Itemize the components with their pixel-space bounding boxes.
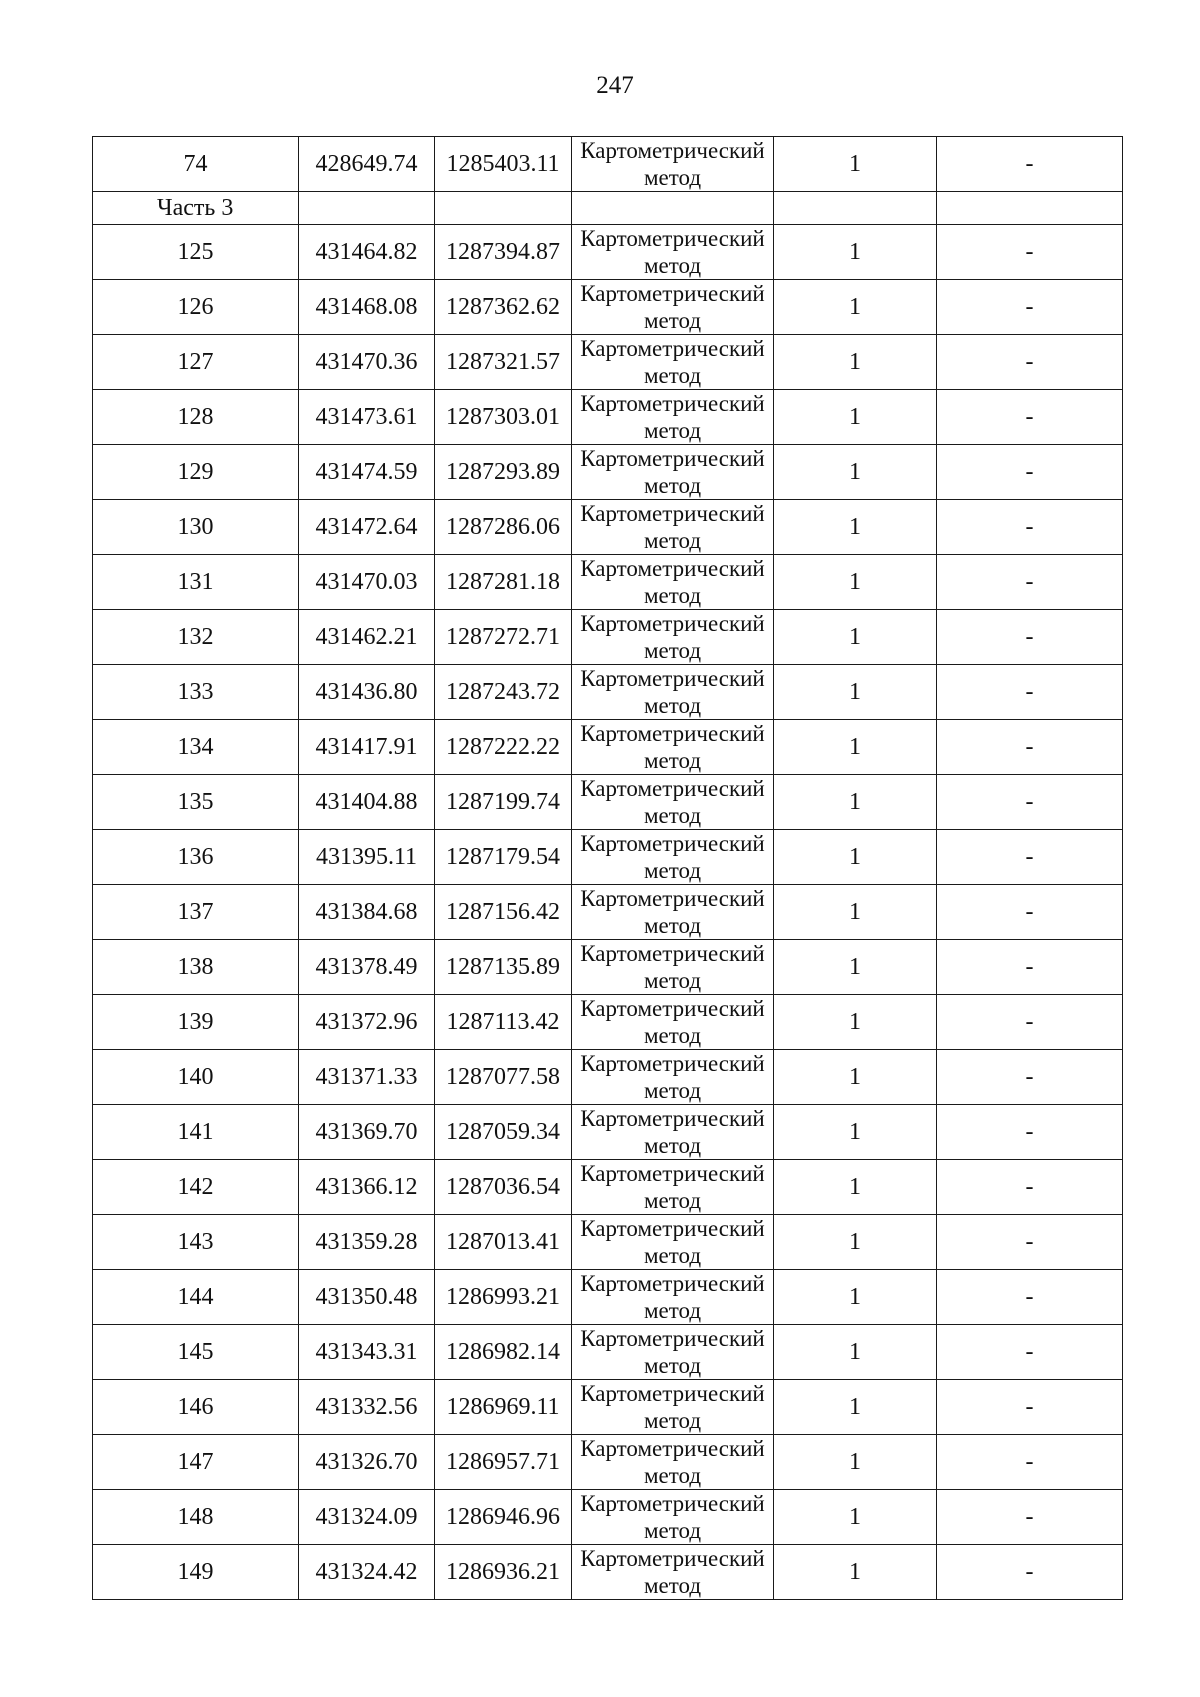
- point-number-cell: 143: [93, 1215, 299, 1270]
- method-line: метод: [643, 1463, 702, 1488]
- method-cell: [572, 445, 774, 500]
- method-line: метод: [643, 858, 702, 883]
- point-number-cell: 74: [93, 137, 299, 192]
- table-row: [93, 1490, 1123, 1545]
- table-row: [93, 885, 1123, 940]
- accuracy-cell: 1: [774, 1490, 937, 1545]
- y-coordinate-cell: 1286969.11: [435, 1380, 572, 1435]
- method-line: метод: [643, 968, 702, 993]
- y-coordinate-cell: 1287036.54: [435, 1160, 572, 1215]
- method-line: Картометрический: [580, 1546, 765, 1571]
- x-coordinate-cell: 431350.48: [299, 1270, 435, 1325]
- method-line: Картометрический: [580, 886, 765, 911]
- accuracy-cell: 1: [774, 1160, 937, 1215]
- x-coordinate-cell: 431473.61: [299, 390, 435, 445]
- point-number-cell: 128: [93, 390, 299, 445]
- y-coordinate-cell: 1287272.71: [435, 610, 572, 665]
- description-cell: -: [937, 1490, 1123, 1545]
- y-coordinate-cell: 1287303.01: [435, 390, 572, 445]
- accuracy-cell: 1: [774, 445, 937, 500]
- y-coordinate-cell: 1287013.41: [435, 1215, 572, 1270]
- point-number-cell: 146: [93, 1380, 299, 1435]
- method-line: метод: [643, 1078, 702, 1103]
- table-row: [93, 1105, 1123, 1160]
- section-label: Часть 3: [93, 192, 299, 225]
- method-cell: [572, 1050, 774, 1105]
- point-number-cell: 135: [93, 775, 299, 830]
- point-number-cell: 136: [93, 830, 299, 885]
- table-row: [93, 995, 1123, 1050]
- table-row: [93, 1270, 1123, 1325]
- method-cell: [572, 1545, 774, 1600]
- y-coordinate-cell: 1287243.72: [435, 665, 572, 720]
- method-line: Картометрический: [580, 391, 765, 416]
- method-line: Картометрический: [580, 1271, 765, 1296]
- accuracy-cell: 1: [774, 1050, 937, 1105]
- table-row: [93, 1325, 1123, 1380]
- table-row: [93, 1435, 1123, 1490]
- method-line: метод: [643, 253, 702, 278]
- accuracy-cell: 1: [774, 1325, 937, 1380]
- table-body: [93, 137, 1123, 1600]
- method-line: метод: [643, 638, 702, 663]
- x-coordinate-cell: 431470.03: [299, 555, 435, 610]
- accuracy-cell: 1: [774, 1380, 937, 1435]
- description-cell: -: [937, 1270, 1123, 1325]
- x-coordinate-cell: 431436.80: [299, 665, 435, 720]
- description-cell: -: [937, 775, 1123, 830]
- accuracy-cell: 1: [774, 137, 937, 192]
- table-row: [93, 775, 1123, 830]
- accuracy-cell: 1: [774, 885, 937, 940]
- y-coordinate-cell: 1287059.34: [435, 1105, 572, 1160]
- x-coordinate-cell: 431404.88: [299, 775, 435, 830]
- x-coordinate-cell: 431359.28: [299, 1215, 435, 1270]
- description-cell: -: [937, 1050, 1123, 1105]
- x-coordinate-cell: 428649.74: [299, 137, 435, 192]
- point-number-cell: 138: [93, 940, 299, 995]
- accuracy-cell: 1: [774, 500, 937, 555]
- method-line: метод: [643, 473, 702, 498]
- y-coordinate-cell: 1287222.22: [435, 720, 572, 775]
- point-number-cell: 130: [93, 500, 299, 555]
- method-line: Картометрический: [580, 1161, 765, 1186]
- point-number-cell: 142: [93, 1160, 299, 1215]
- method-line: Картометрический: [580, 446, 765, 471]
- method-line: Картометрический: [580, 611, 765, 636]
- point-number-cell: 126: [93, 280, 299, 335]
- x-coordinate-cell: 431366.12: [299, 1160, 435, 1215]
- method-cell: [572, 1160, 774, 1215]
- description-cell: -: [937, 390, 1123, 445]
- x-coordinate-cell: 431369.70: [299, 1105, 435, 1160]
- point-number-cell: 144: [93, 1270, 299, 1325]
- accuracy-cell: 1: [774, 390, 937, 445]
- accuracy-cell: 1: [774, 610, 937, 665]
- method-cell: [572, 500, 774, 555]
- table-row: [93, 1160, 1123, 1215]
- method-line: метод: [643, 803, 702, 828]
- table-row: [93, 830, 1123, 885]
- x-coordinate-cell: 431324.09: [299, 1490, 435, 1545]
- method-cell: [572, 995, 774, 1050]
- y-coordinate-cell: 1286957.71: [435, 1435, 572, 1490]
- accuracy-cell: 1: [774, 1215, 937, 1270]
- accuracy-cell: 1: [774, 1270, 937, 1325]
- description-cell: -: [937, 885, 1123, 940]
- point-number-cell: 137: [93, 885, 299, 940]
- page-number: 247: [596, 72, 634, 99]
- method-cell: [572, 775, 774, 830]
- method-cell: [572, 665, 774, 720]
- x-coordinate-cell: 431472.64: [299, 500, 435, 555]
- method-line: метод: [643, 1518, 702, 1543]
- accuracy-cell: 1: [774, 720, 937, 775]
- method-cell: [572, 1490, 774, 1545]
- table-row: [93, 940, 1123, 995]
- table-row: [93, 500, 1123, 555]
- accuracy-cell: 1: [774, 555, 937, 610]
- description-cell: -: [937, 610, 1123, 665]
- method-line: Картометрический: [580, 1216, 765, 1241]
- description-cell: -: [937, 830, 1123, 885]
- accuracy-cell: 1: [774, 225, 937, 280]
- table-row: [93, 390, 1123, 445]
- description-cell: -: [937, 1105, 1123, 1160]
- x-coordinate-cell: 431464.82: [299, 225, 435, 280]
- method-line: Картометрический: [580, 138, 765, 163]
- method-cell: [572, 610, 774, 665]
- description-cell: -: [937, 500, 1123, 555]
- description-cell: -: [937, 555, 1123, 610]
- y-coordinate-cell: 1287135.89: [435, 940, 572, 995]
- empty-cell: [937, 192, 1123, 225]
- method-cell: [572, 1270, 774, 1325]
- point-number-cell: 139: [93, 995, 299, 1050]
- x-coordinate-cell: 431324.42: [299, 1545, 435, 1600]
- y-coordinate-cell: 1287199.74: [435, 775, 572, 830]
- method-line: метод: [643, 363, 702, 388]
- y-coordinate-cell: 1287281.18: [435, 555, 572, 610]
- description-cell: -: [937, 720, 1123, 775]
- accuracy-cell: 1: [774, 1435, 937, 1490]
- table-row: [93, 335, 1123, 390]
- method-line: Картометрический: [580, 1491, 765, 1516]
- point-number-cell: 132: [93, 610, 299, 665]
- method-cell: [572, 137, 774, 192]
- method-cell: [572, 225, 774, 280]
- method-line: метод: [643, 1133, 702, 1158]
- method-line: Картометрический: [580, 556, 765, 581]
- description-cell: -: [937, 940, 1123, 995]
- table-row: [93, 1050, 1123, 1105]
- point-number-cell: 141: [93, 1105, 299, 1160]
- y-coordinate-cell: 1287286.06: [435, 500, 572, 555]
- description-cell: -: [937, 335, 1123, 390]
- method-cell: [572, 940, 774, 995]
- x-coordinate-cell: 431326.70: [299, 1435, 435, 1490]
- method-line: Картометрический: [580, 831, 765, 856]
- table-row: [93, 1215, 1123, 1270]
- x-coordinate-cell: 431468.08: [299, 280, 435, 335]
- x-coordinate-cell: 431371.33: [299, 1050, 435, 1105]
- method-line: метод: [643, 748, 702, 773]
- method-line: метод: [643, 1243, 702, 1268]
- description-cell: -: [937, 137, 1123, 192]
- y-coordinate-cell: 1287293.89: [435, 445, 572, 500]
- point-number-cell: 149: [93, 1545, 299, 1600]
- method-line: Картометрический: [580, 1051, 765, 1076]
- method-line: Картометрический: [580, 941, 765, 966]
- method-line: Картометрический: [580, 996, 765, 1021]
- point-number-cell: 148: [93, 1490, 299, 1545]
- description-cell: -: [937, 280, 1123, 335]
- point-number-cell: 129: [93, 445, 299, 500]
- method-line: Картометрический: [580, 501, 765, 526]
- method-cell: [572, 1435, 774, 1490]
- table-row: [93, 720, 1123, 775]
- y-coordinate-cell: 1287179.54: [435, 830, 572, 885]
- table-row: [93, 610, 1123, 665]
- method-cell: [572, 1215, 774, 1270]
- method-line: метод: [643, 913, 702, 938]
- method-cell: [572, 1105, 774, 1160]
- y-coordinate-cell: 1287156.42: [435, 885, 572, 940]
- x-coordinate-cell: 431384.68: [299, 885, 435, 940]
- method-line: метод: [643, 165, 702, 190]
- method-line: Картометрический: [580, 281, 765, 306]
- description-cell: -: [937, 995, 1123, 1050]
- section-row: [93, 192, 1123, 225]
- method-line: Картометрический: [580, 776, 765, 801]
- method-line: метод: [643, 308, 702, 333]
- method-line: метод: [643, 1023, 702, 1048]
- point-number-cell: 147: [93, 1435, 299, 1490]
- method-cell: [572, 555, 774, 610]
- y-coordinate-cell: 1286936.21: [435, 1545, 572, 1600]
- description-cell: -: [937, 1545, 1123, 1600]
- empty-cell: [299, 192, 435, 225]
- y-coordinate-cell: 1287362.62: [435, 280, 572, 335]
- accuracy-cell: 1: [774, 940, 937, 995]
- y-coordinate-cell: 1287077.58: [435, 1050, 572, 1105]
- table-row: [93, 1545, 1123, 1600]
- method-cell: [572, 885, 774, 940]
- table-row: [93, 555, 1123, 610]
- description-cell: -: [937, 1435, 1123, 1490]
- method-line: метод: [643, 1188, 702, 1213]
- description-cell: -: [937, 1215, 1123, 1270]
- method-line: Картометрический: [580, 336, 765, 361]
- empty-cell: [435, 192, 572, 225]
- accuracy-cell: 1: [774, 1105, 937, 1160]
- description-cell: -: [937, 445, 1123, 500]
- method-line: метод: [643, 583, 702, 608]
- point-number-cell: 145: [93, 1325, 299, 1380]
- table-row: [93, 225, 1123, 280]
- method-line: метод: [643, 1408, 702, 1433]
- accuracy-cell: 1: [774, 995, 937, 1050]
- method-line: метод: [643, 418, 702, 443]
- accuracy-cell: 1: [774, 280, 937, 335]
- x-coordinate-cell: 431332.56: [299, 1380, 435, 1435]
- accuracy-cell: 1: [774, 335, 937, 390]
- point-number-cell: 125: [93, 225, 299, 280]
- table-row: [93, 665, 1123, 720]
- method-cell: [572, 390, 774, 445]
- y-coordinate-cell: 1287113.42: [435, 995, 572, 1050]
- y-coordinate-cell: 1286946.96: [435, 1490, 572, 1545]
- point-number-cell: 131: [93, 555, 299, 610]
- method-line: метод: [643, 528, 702, 553]
- method-line: Картометрический: [580, 666, 765, 691]
- table-row: [93, 280, 1123, 335]
- x-coordinate-cell: 431474.59: [299, 445, 435, 500]
- y-coordinate-cell: 1287321.57: [435, 335, 572, 390]
- method-line: Картометрический: [580, 1381, 765, 1406]
- method-line: Картометрический: [580, 721, 765, 746]
- table-row: [93, 445, 1123, 500]
- point-number-cell: 134: [93, 720, 299, 775]
- y-coordinate-cell: 1287394.87: [435, 225, 572, 280]
- method-cell: [572, 335, 774, 390]
- table-row: [93, 1380, 1123, 1435]
- accuracy-cell: 1: [774, 775, 937, 830]
- x-coordinate-cell: 431470.36: [299, 335, 435, 390]
- accuracy-cell: 1: [774, 830, 937, 885]
- method-line: Картометрический: [580, 1436, 765, 1461]
- y-coordinate-cell: 1286993.21: [435, 1270, 572, 1325]
- coordinates-table: [92, 136, 1123, 1600]
- description-cell: -: [937, 665, 1123, 720]
- method-cell: [572, 720, 774, 775]
- x-coordinate-cell: 431417.91: [299, 720, 435, 775]
- y-coordinate-cell: 1285403.11: [435, 137, 572, 192]
- method-cell: [572, 280, 774, 335]
- description-cell: -: [937, 1325, 1123, 1380]
- accuracy-cell: 1: [774, 1545, 937, 1600]
- method-line: метод: [643, 693, 702, 718]
- method-line: метод: [643, 1573, 702, 1598]
- method-line: Картометрический: [580, 1326, 765, 1351]
- x-coordinate-cell: 431343.31: [299, 1325, 435, 1380]
- x-coordinate-cell: 431378.49: [299, 940, 435, 995]
- description-cell: -: [937, 225, 1123, 280]
- method-line: метод: [643, 1353, 702, 1378]
- x-coordinate-cell: 431372.96: [299, 995, 435, 1050]
- x-coordinate-cell: 431395.11: [299, 830, 435, 885]
- description-cell: -: [937, 1380, 1123, 1435]
- x-coordinate-cell: 431462.21: [299, 610, 435, 665]
- point-number-cell: 127: [93, 335, 299, 390]
- table-row: [93, 137, 1123, 192]
- method-cell: [572, 1325, 774, 1380]
- method-line: Картометрический: [580, 1106, 765, 1131]
- empty-cell: [774, 192, 937, 225]
- y-coordinate-cell: 1286982.14: [435, 1325, 572, 1380]
- point-number-cell: 133: [93, 665, 299, 720]
- empty-cell: [572, 192, 774, 225]
- method-line: метод: [643, 1298, 702, 1323]
- accuracy-cell: 1: [774, 665, 937, 720]
- method-cell: [572, 830, 774, 885]
- point-number-cell: 140: [93, 1050, 299, 1105]
- method-line: Картометрический: [580, 226, 765, 251]
- description-cell: -: [937, 1160, 1123, 1215]
- method-cell: [572, 1380, 774, 1435]
